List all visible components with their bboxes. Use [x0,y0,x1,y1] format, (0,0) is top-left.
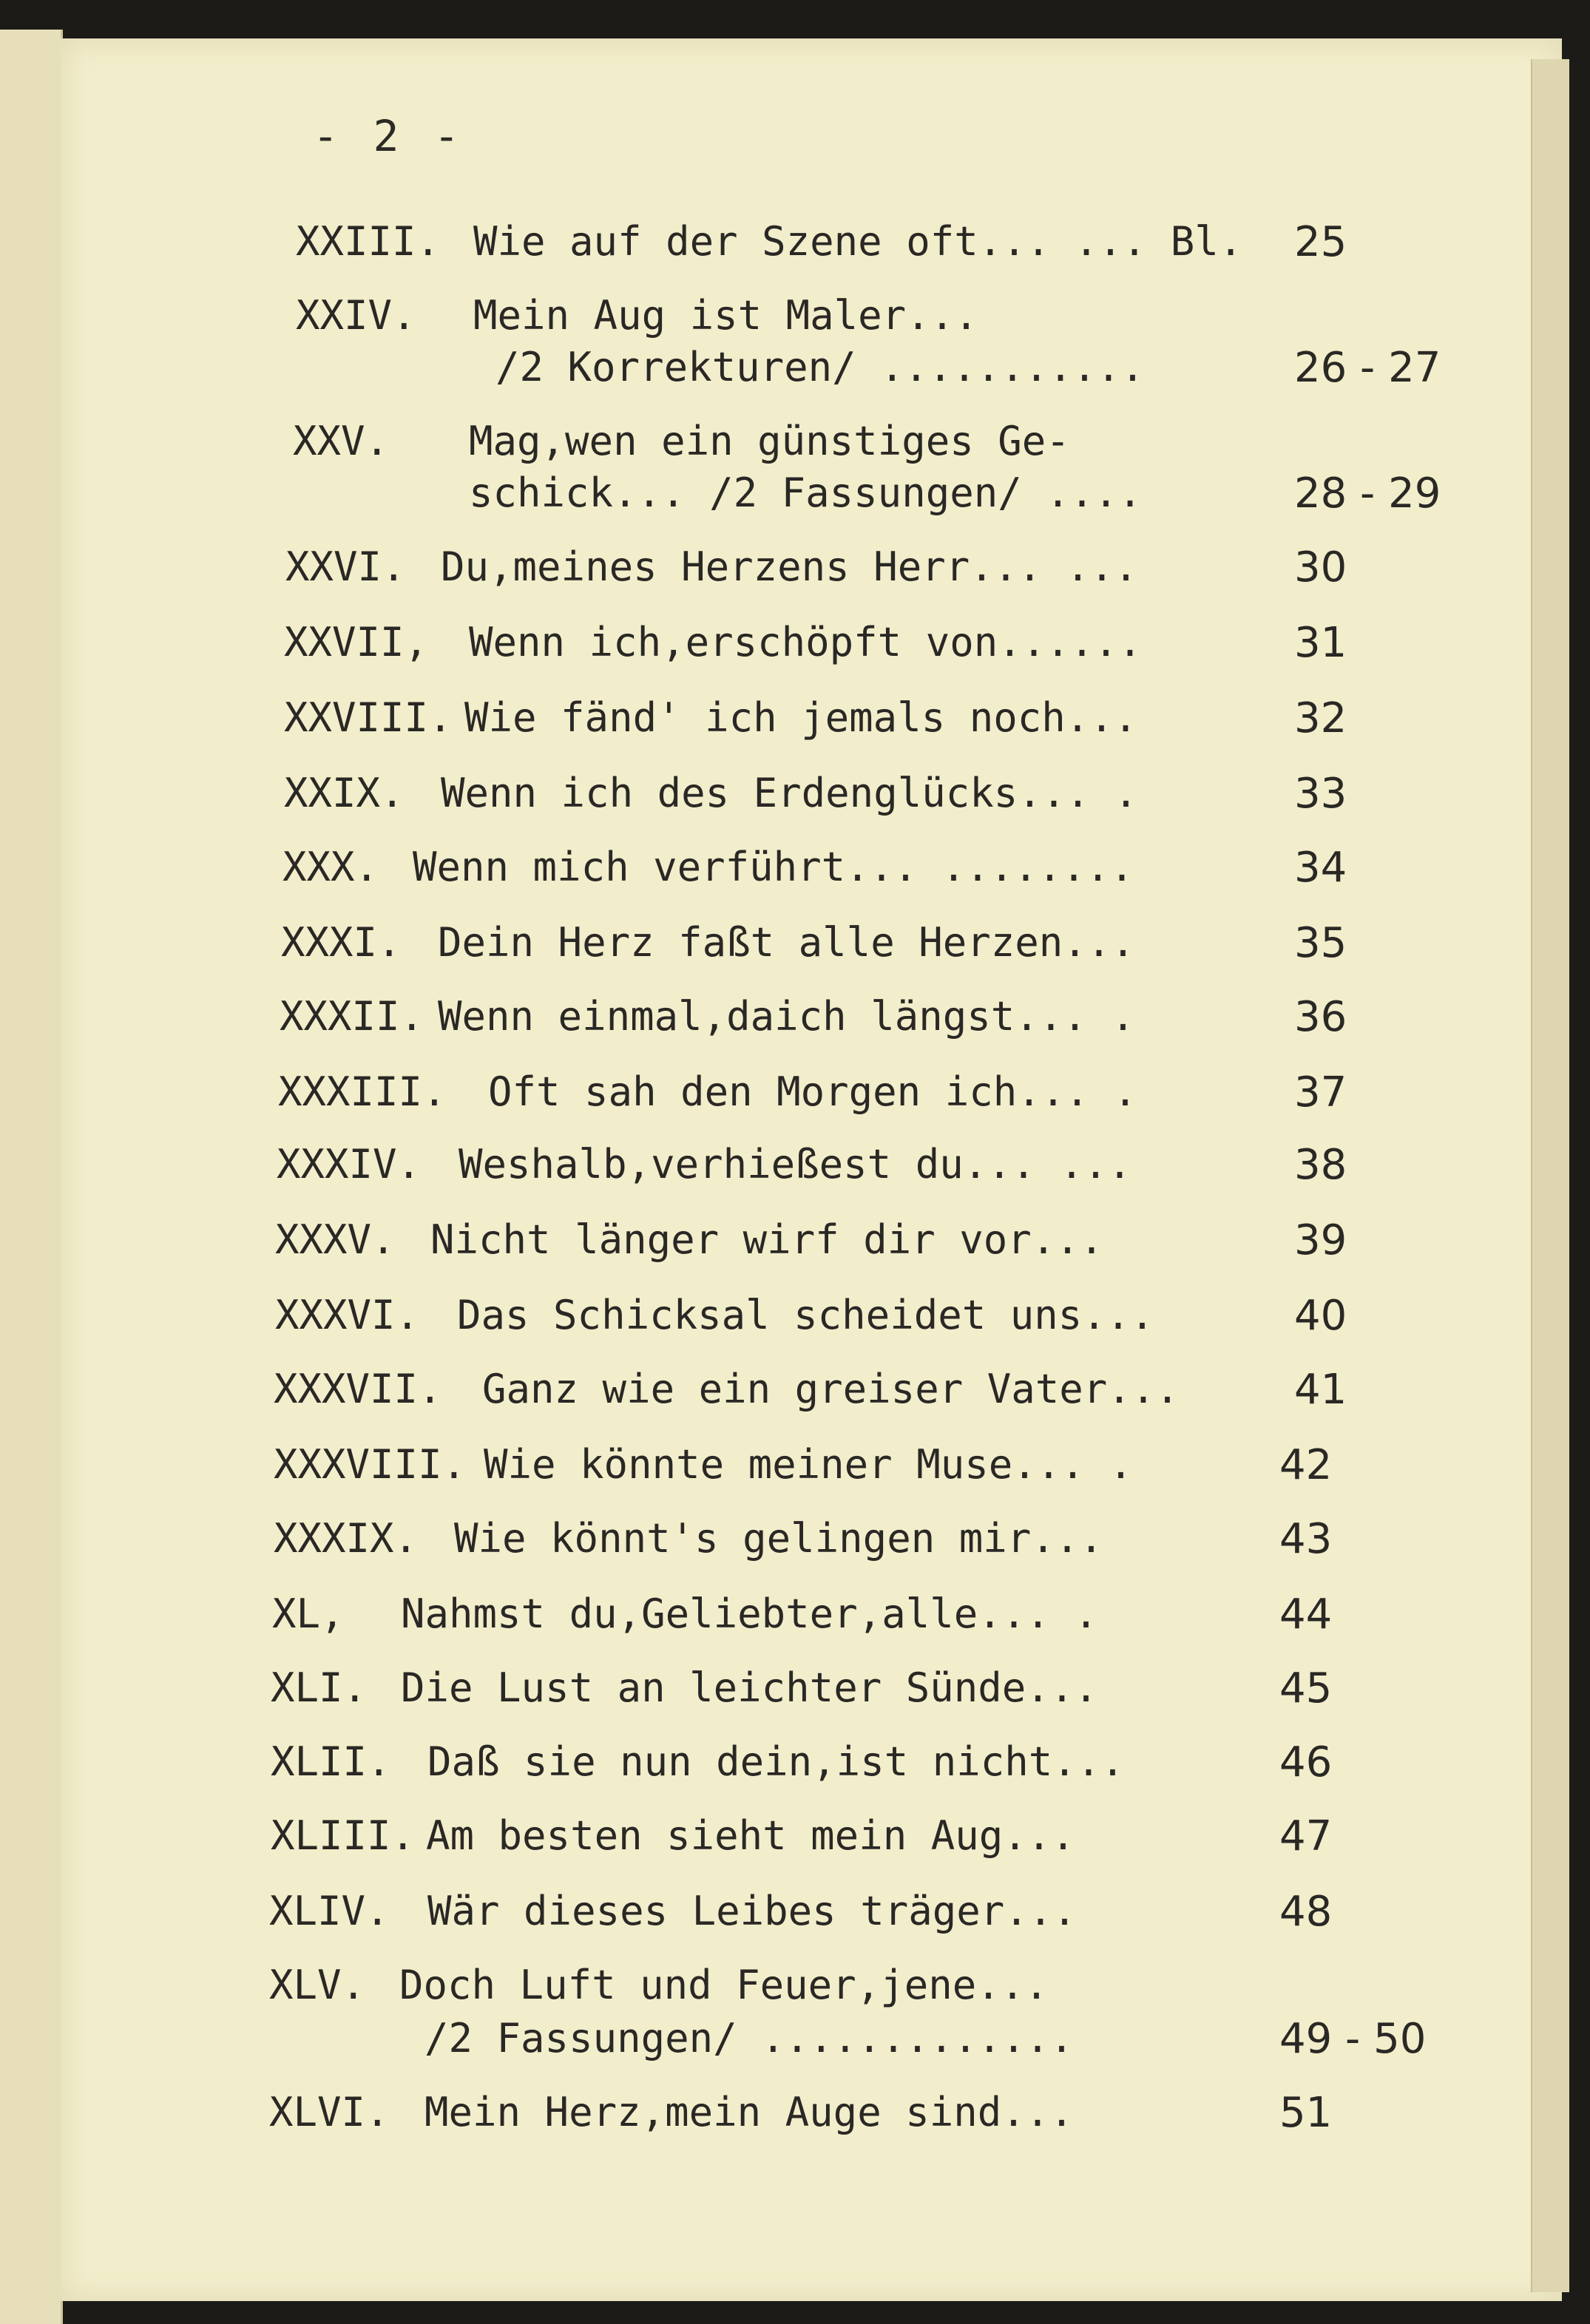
entry-numeral: XXVI. [285,543,406,590]
entry-title-line: Dein Herz faßt alle Herzen... [438,919,1135,966]
entry-numeral: XXXIX. [274,1515,419,1562]
entry-title-line: Wär dieses Leibes träger... [427,1888,1077,1934]
entry-numeral: XXXIII. [278,1068,447,1115]
entry-page-range: 51 [1279,2089,1333,2137]
entry-page-range: 33 [1294,770,1347,818]
entry-numeral: XLI. [271,1664,368,1711]
entry-numeral: XXXVIII. [274,1441,467,1488]
entry-page-range: 41 [1294,1366,1347,1414]
entry-title-line: Wie auf der Szene oft... ... Bl. [473,218,1243,265]
entry-title-line: Die Lust an leichter Sünde... [401,1664,1098,1711]
entry-page-range: 26 - 27 [1294,344,1441,392]
entry-numeral: XL, [272,1590,345,1637]
entry-numeral: XXXII. [280,993,424,1040]
entry-numeral: XXXI. [281,919,402,966]
entry-page-range: 25 [1294,218,1347,266]
entry-page-range: 47 [1279,1812,1333,1860]
entry-numeral: XLIII. [271,1812,416,1859]
entry-numeral: XLV. [269,1962,366,2008]
entry-title-line: Mein Aug ist Maler... [473,292,978,339]
entry-title-line: Wenn einmal,daich längst... . [438,993,1135,1040]
page-number: - 2 - [312,111,464,161]
entry-numeral: XXVII, [284,619,429,665]
entry-page-range: 35 [1294,919,1347,967]
entry-numeral: XXIII. [296,218,441,265]
entry-page-range: 46 [1279,1738,1333,1786]
entry-numeral: XXIX. [284,770,405,816]
entry-title-line: Wie fänd' ich jemals noch... [464,694,1138,741]
entry-numeral: XXV. [293,418,390,464]
entry-page-range: 30 [1294,543,1347,592]
entry-title-line: Nicht länger wirf dir vor... [430,1216,1104,1263]
entry-page-range: 45 [1279,1664,1333,1712]
entry-page-range: 39 [1294,1216,1347,1264]
entry-page-range: 32 [1294,694,1347,742]
entry-page-range: 31 [1294,619,1347,667]
entry-page-range: 36 [1294,993,1347,1041]
entry-page-range: 49 - 50 [1279,2015,1427,2063]
entry-title-line: Du,meines Herzens Herr... ... [441,543,1138,590]
entry-title-line: Daß sie nun dein,ist nicht... [427,1738,1125,1785]
entry-title-line: Wie könnt's gelingen mir... [454,1515,1103,1562]
entry-title-line: Das Schicksal scheidet uns... [457,1292,1154,1338]
entry-numeral: XXVIII. [284,694,453,741]
entry-title-line: Wenn ich des Erdenglücks... . [441,770,1138,816]
entry-numeral: XLVI. [269,2089,390,2135]
entry-title-line: Oft sah den Morgen ich... . [488,1068,1137,1115]
entry-page-range: 28 - 29 [1294,470,1441,518]
entry-title-line: Wenn mich verführt... ........ [413,844,1134,890]
entry-numeral: XXXV. [275,1216,396,1263]
entry-numeral: XLII. [271,1738,391,1785]
entry-page-range: 43 [1279,1515,1333,1563]
entry-title-line: schick... /2 Fassungen/ .... [469,470,1143,516]
entry-page-range: 44 [1279,1590,1333,1639]
entry-title-line: Weshalb,verhießest du... ... [459,1141,1132,1188]
entry-title-line: Nahmst du,Geliebter,alle... . [401,1590,1098,1637]
entry-title-line: Ganz wie ein greiser Vater... [482,1366,1180,1412]
entry-page-range: 42 [1279,1441,1333,1489]
entry-title-line: Wie könnte meiner Muse... . [484,1441,1133,1488]
entry-numeral: XLIV. [269,1888,390,1934]
entry-numeral: XXXVII. [274,1366,442,1412]
entry-title-line: Mein Herz,mein Auge sind... [424,2089,1074,2135]
entry-title-line: Mag,wen ein günstiges Ge- [469,418,1070,464]
entry-page-range: 38 [1294,1141,1347,1189]
entry-numeral: XXXVI. [275,1292,420,1338]
entry-page-range: 40 [1294,1292,1347,1340]
entry-numeral: XXIV. [296,292,416,339]
entry-page-range: 34 [1294,844,1347,892]
entry-title-line: /2 Fassungen/ ............. [424,2015,1074,2062]
entry-title-line: Wenn ich,erschöpft von...... [469,619,1143,665]
entry-page-range: 48 [1279,1888,1333,1936]
entry-numeral: XXX. [283,844,379,890]
entry-title-line: Doch Luft und Feuer,jene... [399,1962,1049,2008]
entry-page-range: 37 [1294,1068,1347,1117]
entry-numeral: XXXIV. [277,1141,422,1188]
entry-title-line: Am besten sieht mein Aug... [426,1812,1075,1859]
entry-title-line: /2 Korrekturen/ ........... [495,344,1145,390]
